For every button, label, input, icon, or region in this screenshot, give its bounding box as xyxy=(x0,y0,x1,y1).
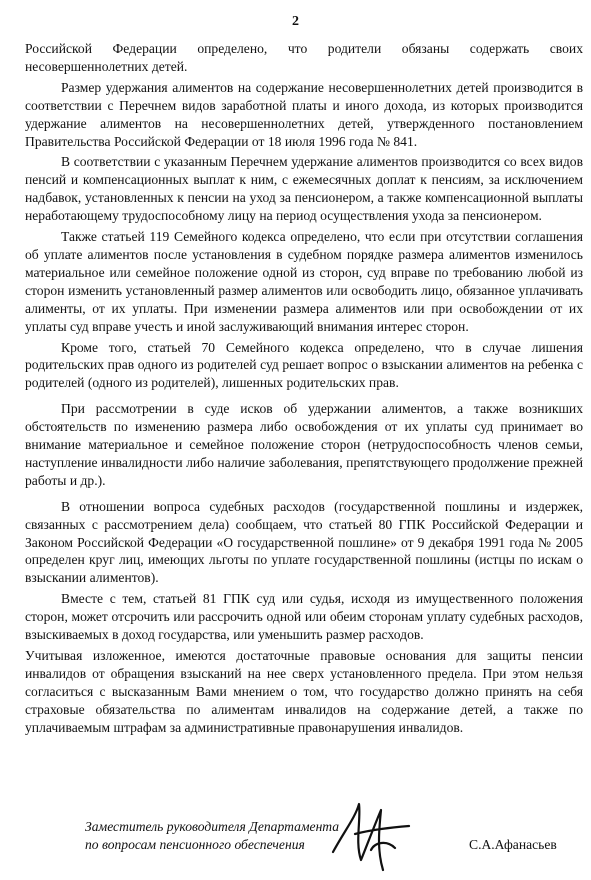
letter-body xyxy=(25,40,583,740)
signature-block xyxy=(85,818,565,854)
paragraph-9: Учитывая изложенное, имеются достаточные правовые основания для защиты пенсии инвалидов от обращения взысканий на нее сверх установленного предела. При этом нельзя согласиться с высказанным Вами мнением о том, что государство должно принять на себя страховые обязательства по алиментам инвалидов на содержание детей, а также по уплачиваемым штрафам за административные правонарушения инвалидов. xyxy=(25,648,583,735)
paragraph-6: При рассмотрении в суде исков об удержании алиментов, а также возникших обстоятельств по изменению размера либо освобождения от их уплаты суд принимает во внимание материальное и семейное положение сторон (нетрудоспособность членов семьи, наступление инвалидности либо наличие заболевания, препятствующего продолжение прежней работы и др.). xyxy=(25,401,583,488)
paragraph-7: В отношении вопроса судебных расходов (государственной пошлины и издержек, связанных с рассмотрением дела) сообщаем, что статьей 80 ГПК Российской Федерации и Законом Российской Федерации «О государственной пошлине» от 9 декабря 1991 года № 2005 определен круг лиц, имеющих льготы по уплате государственной пошлины (истцы по искам о взыскании алиментов). xyxy=(25,498,583,586)
paragraph-5: Кроме того, статьей 70 Семейного кодекса определено, что в случае лишения родительских прав одного из родителей суд решает вопрос о взыскании алиментов на ребенка с родителей (одного из родителей), лишенных родительских прав. xyxy=(25,339,583,391)
paragraph-8: Вместе с тем, статьей 81 ГПК суд или судья, исходя из имущественного положения сторон, может отсрочить или рассрочить одной или обеим сторонам уплату судебных расходов, взыскиваемых в доход государства, или уменьшить размер расходов. xyxy=(25,591,583,643)
paragraph-3: В соответствии с указанным Перечнем удержание алиментов производится со всех видов пенсий и компенсационных выплат к ним, с ежемесячных доплат к пенсиям, за исключением надбавок, установленных к пенсии на уход за пенсионером, а также компенсационной выплаты неработающему трудоспособному лицу на период осуществления ухода за пенсионером. xyxy=(25,154,583,224)
paragraph-2: Размер удержания алиментов на содержание несовершеннолетних детей производится в соответствии с Перечнем видов заработной платы и иного дохода, из которых производится удержание алиментов на несовершеннолетних детей, утвержденного постановлением Правительства Российской Федерации от 18 июля 1996 года № 841. xyxy=(25,79,583,149)
page-number: 2 xyxy=(292,14,299,29)
paragraph-4: Также статьей 119 Семейного кодекса определено, что если при отсутствии соглашения об уплате алиментов после установления в судебном порядке размера алиментов изменилось материальное или семейное положение одной из сторон, суд вправе по требованию любой из сторон изменить установленный размер алиментов или освободить лицо, обязанное уплачивать алименты, от их уплаты. При изменении размера алиментов или при освобождении от их уплаты суд вправе учесть и иной заслуживающий внимания интерес сторон. xyxy=(25,229,583,334)
paragraph-1: Российской Федерации определено, что родители обязаны содержать своих несовершеннолетних детей. xyxy=(25,41,583,74)
signer-title-line-2: по вопросам пенсионного обеспечения xyxy=(85,837,305,852)
signer-title-line-1: Заместитель руководителя Департамента xyxy=(85,819,340,834)
signer-name: С.А.Афанасьев xyxy=(469,837,557,852)
